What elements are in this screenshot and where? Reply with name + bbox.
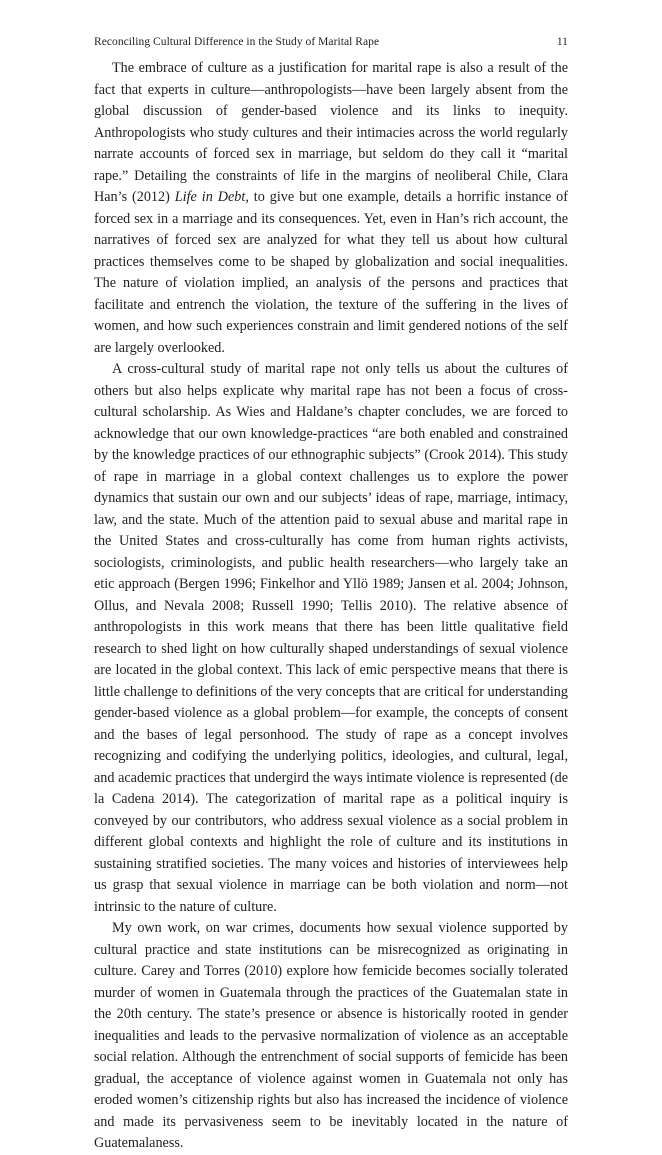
book-title-italic: Life in Debt (174, 189, 246, 205)
paragraph-1-text-start: The embrace of culture as a justification for marital rape is also a result of the fact that experts in culture—anthropologists—have been largely absent from the global discussion of gender-based violence and its links to inequity. Anthropologists who study cultures and their intimacies across the world regularly narrate accounts of forced sex in marriage, but seldom do they call it “marital rape.” Detailing the constraints of life in the margins of neoliberal Chile, Clara Han’s (2012) (94, 60, 568, 205)
body-text (94, 58, 568, 1155)
page-number: 11 (556, 36, 568, 48)
paragraph-2: A cross-cultural study of marital rape not only tells us about the cultures of others but also helps explicate why marital rape has not been a focus of cross-cultural scholarship. As Wies and Haldane’s chapter concludes, we are forced to acknowledge that our own knowledge-practices “are both enabled and constrained by the knowledge practices of our ethnographic subjects” (Crook 2014). This study of rape in marriage in a global context challenges us to explore the power dynamics that sustain our own and our subjects’ ideas of rape, marriage, intimacy, law, and the state. Much of the attention paid to sexual abuse and marital rape in the United States and cross-culturally has come from human rights activists, sociologists, criminologists, and public health researchers—who largely take an etic approach (Bergen 1996; Finkelhor and Yllö 1989; Jansen et al. 2004; Johnson, Ollus, and Nevala 2008; Russell 1990; Tellis 2010). The relative absence of anthropologists in this work means that there has been little qualitative field research to shed light on how culturally shaped understandings of sexual violence are located in the global context. This lack of emic perspective means that there is little challenge to definitions of the very concepts that are critical for understanding gender-based violence as a global problem—for example, the concepts of consent and the bases of legal personhood. The study of rape as a concept involves recognizing and codifying the underlying politics, ideologies, and cultural, legal, and academic practices that undergird the ways intimate violence is represented (de la Cadena 2014). The categorization of marital rape as a political inquiry is conveyed by our contributors, who address sexual violence as a social problem in different global contexts and highlight the role of culture and its institutions in sustaining stratified societies. The many voices and histories of interviewees help us grasp that sexual violence in marriage can be both violation and norm—not intrinsic to the nature of culture. (94, 361, 568, 915)
running-head-title: Reconciling Cultural Difference in the Study of Marital Rape (94, 36, 380, 48)
paragraph-1 (94, 58, 568, 359)
paragraph-3: My own work, on war crimes, documents how sexual violence supported by cultural practice and state institutions can be misrecognized as originating in culture. Carey and Torres (2010) explore how femicide becomes socially tolerated murder of women in Guatemala through the practices of the Guatemalan state in the 20th century. The state’s presence or absence is historically rooted in gender inequalities and leads to the pervasive normalization of violence as an acceptable social relation. Although the entrenchment of social supports of femicide has been gradual, the acceptance of violence against women in Guatemala not only has eroded women’s citizenship rights but also has increased the incidence of violence and made its pervasiveness seem to be inevitably located in the nature of Guatemalaness. (94, 920, 568, 1151)
paragraph-1-text-end: , to give but one example, details a horrific instance of forced sex in a marriage and its consequences. Yet, even in Han’s rich account, the narratives of forced sex are analyzed for what they tell us about how cultural practices themselves come to be shaped by globalization and social inequalities. The nature of violation implied, an analysis of the persons and practices that facilitate and entrench the violation, the texture of the suffering in the lives of women, and how such experiences constrain and limit gendered notions of the self are largely overlooked. (94, 189, 568, 356)
running-head (94, 36, 568, 48)
